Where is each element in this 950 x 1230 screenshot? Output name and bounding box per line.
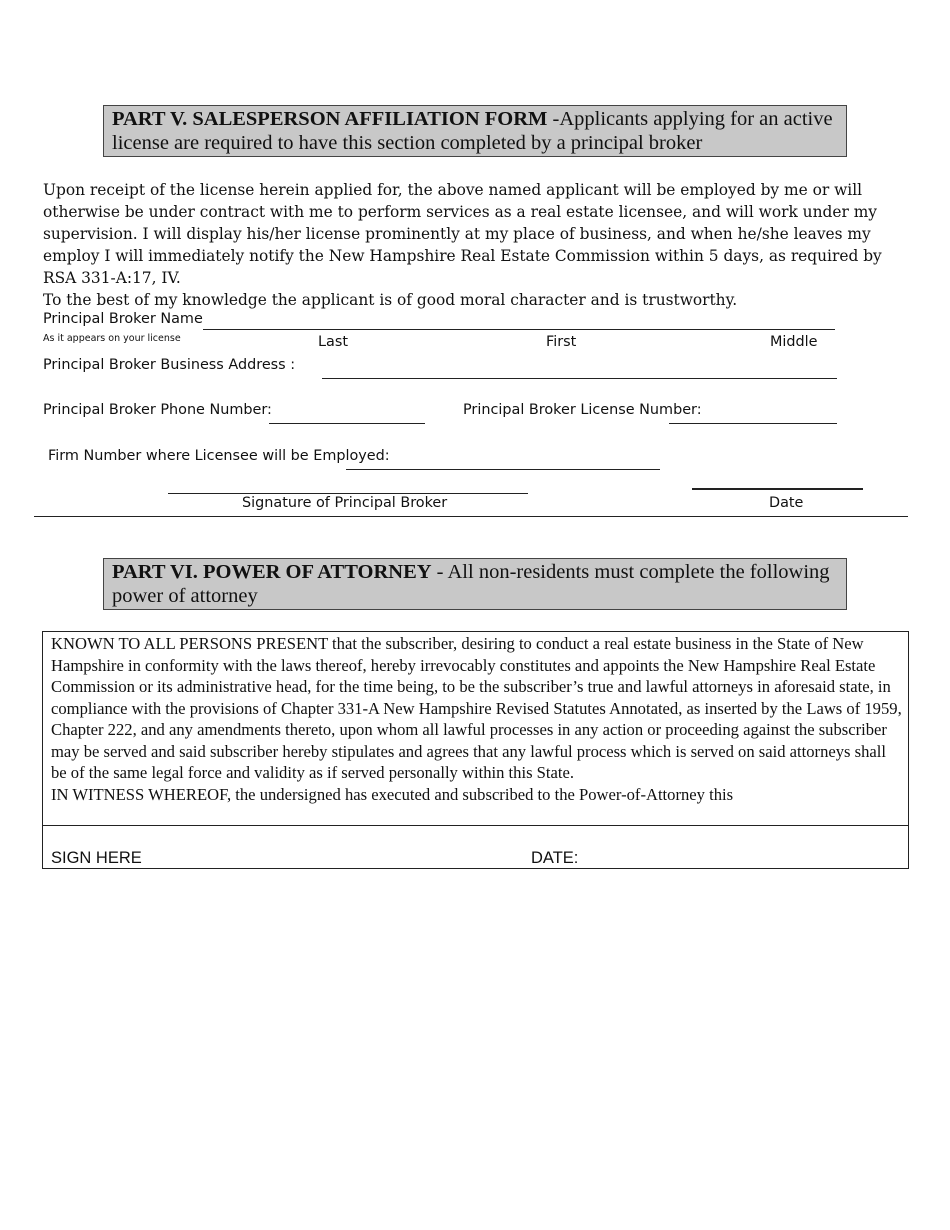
part-vi-subtitle: - All non-residents must complete the following power of attorney <box>112 561 830 607</box>
section-divider <box>34 516 908 517</box>
part-vi-title: PART VI. POWER OF ATTORNEY <box>112 561 432 583</box>
poa-paragraph: KNOWN TO ALL PERSONS PRESENT that the subscriber, desiring to conduct a real estate business in the State of New Hampshire in conformity with the laws thereof, hereby irrevocably constitutes and appoints the New Hampshire Real Estate Commission or its administrative head, for the time being, to be the subscriber’s true and lawful attorneys in aforesaid state, in compliance with the provisions of Chapter 331-A New Hampshire Revised Statutes Annotated, as inserted by the Laws of 1959, Chapter 222, and any amendments thereto, upon whom all lawful processes in any action or proceeding against the subscriber may be served and said subscriber hereby stipulates and agrees that any lawful process which is served on said attorneys shall be of the same legal force and validity as if served personally within this State. <box>51 634 902 782</box>
part-v-title: PART V. SALESPERSON AFFILIATION FORM <box>112 108 548 130</box>
power-of-attorney-box <box>42 631 909 869</box>
signature-line[interactable] <box>168 493 528 494</box>
phone-label: Principal Broker Phone Number: <box>43 402 272 418</box>
poa-divider <box>43 825 908 826</box>
character-statement: To the best of my knowledge the applicant is of good moral character and is trustworthy. <box>43 291 738 309</box>
phone-line[interactable] <box>269 423 425 424</box>
firm-number-label: Firm Number where Licensee will be Employed: <box>48 448 390 464</box>
part-vi-header <box>103 558 847 610</box>
name-last-label: Last <box>318 334 348 350</box>
broker-name-line[interactable] <box>203 329 835 330</box>
part-v-header <box>103 105 847 157</box>
business-address-label: Principal Broker Business Address : <box>43 357 296 373</box>
sign-here-field[interactable]: SIGN HERE <box>51 849 142 867</box>
broker-name-hint: As it appears on your license <box>43 333 181 344</box>
name-middle-label: Middle <box>770 334 818 350</box>
name-first-label: First <box>546 334 577 350</box>
date-label: Date <box>769 495 804 511</box>
broker-name-label: Principal Broker Name <box>43 311 203 327</box>
signature-label: Signature of Principal Broker <box>242 495 448 511</box>
part-v-subtitle: -Applicants applying for an active license are required to have this section completed by a principal broker <box>112 108 833 154</box>
license-number-line[interactable] <box>669 423 837 424</box>
date-line[interactable] <box>692 488 863 490</box>
affiliation-statement <box>43 179 913 311</box>
power-of-attorney-text <box>51 633 903 805</box>
business-address-line[interactable] <box>322 378 837 379</box>
affiliation-paragraph: Upon receipt of the license herein applied for, the above named applicant will be employed by me or will otherwise be under contract with me to perform services as a real estate licensee, and will work under my supervision. I will display his/her license prominently at my place of business, and when he/she leaves my employ I will immediately notify the New Hampshire Real Estate Commission within 5 days, as required by RSA 331-A:17, IV. <box>43 181 882 287</box>
poa-witness-statement: IN WITNESS WHEREOF, the undersigned has executed and subscribed to the Power-of-Attorney this <box>51 784 734 804</box>
poa-date-field[interactable]: DATE: <box>531 849 579 867</box>
firm-number-line[interactable] <box>346 469 660 470</box>
license-number-label: Principal Broker License Number: <box>463 402 702 418</box>
